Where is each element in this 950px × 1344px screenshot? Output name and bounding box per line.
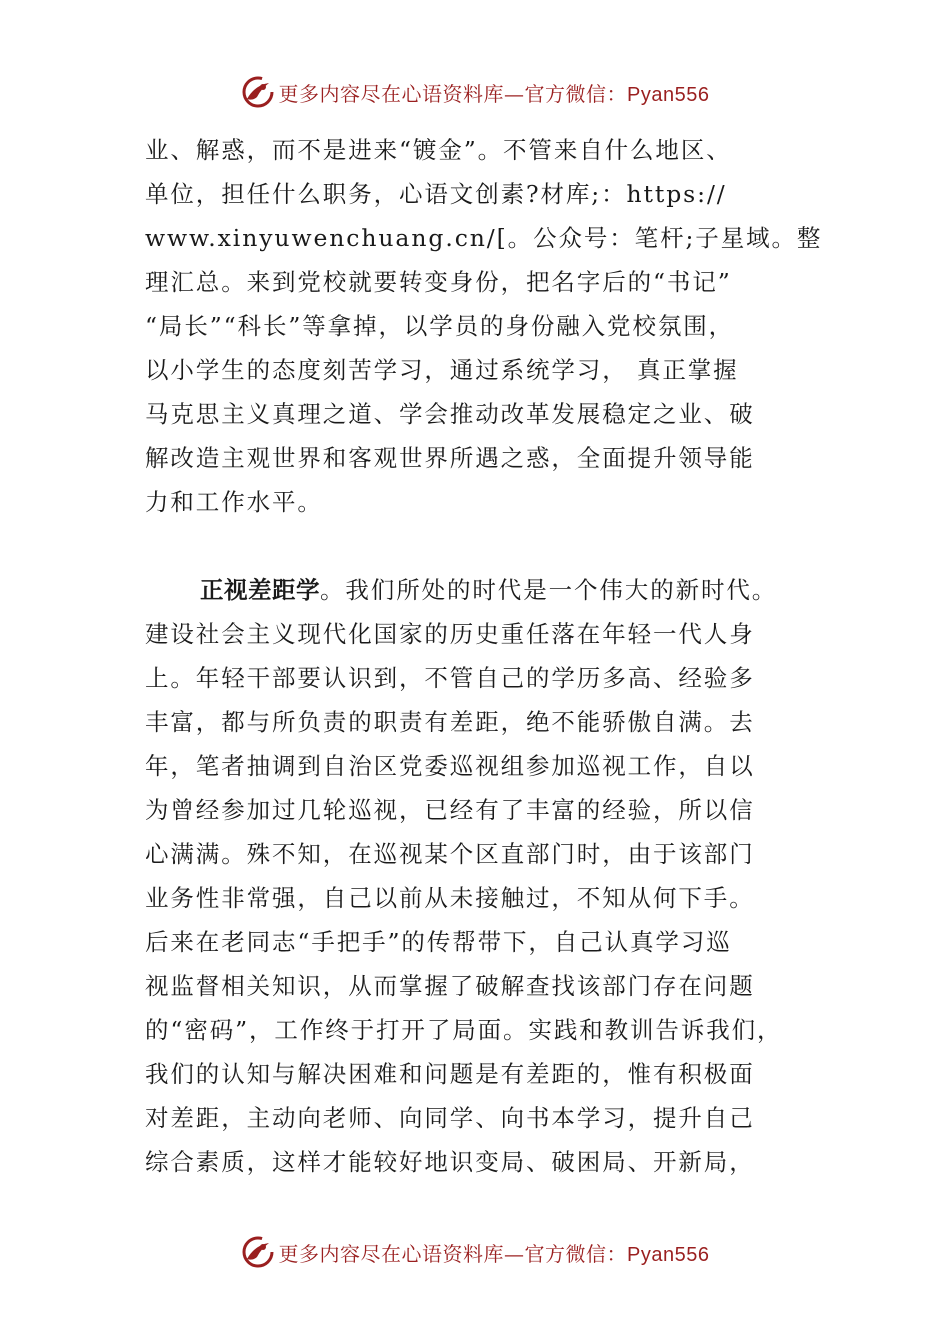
paragraph-2 <box>145 568 810 1184</box>
text-line: 上。年轻干部要认识到，不管自己的学历多高、经验多 <box>145 664 755 692</box>
text-line: 年，笔者抽调到自治区党委巡视组参加巡视工作，自以 <box>145 752 755 780</box>
text-line: 我们的认知与解决困难和问题是有差距的，惟有积极面 <box>145 1060 755 1088</box>
banner-text: 更多内容尽在心语资料库—官方微信：Pyan556 <box>278 81 710 106</box>
text-line: 以小学生的态度刻苦学习，通过系统学习， 真正掌握 <box>145 356 739 384</box>
section-heading: 正视差距学 <box>200 576 320 604</box>
text-line: 对差距，主动向老师、向同学、向书本学习，提升自己 <box>145 1104 755 1132</box>
text-line: 丰富，都与所负责的职责有差距，绝不能骄傲自满。去 <box>145 708 755 736</box>
header-banner <box>0 70 950 114</box>
footer-banner <box>0 1230 950 1274</box>
text-line: 的“密码”，工作终于打开了局面。实践和教训告诉我们， <box>145 1016 783 1044</box>
text-line: 解改造主观世界和客观世界所遇之惑，全面提升领导能 <box>145 444 755 472</box>
text-line: 视监督相关知识，从而掌握了破解查找该部门存在问题 <box>145 972 755 1000</box>
text-line: 为曾经参加过几轮巡视，已经有了丰富的经验，所以信 <box>145 796 755 824</box>
text-line: “局长”“科长”等拿掉，以学员的身份融入党校氛围， <box>145 312 735 340</box>
text-line: 理汇总。来到党校就要转变身份，把名字后的“书记” <box>145 268 732 296</box>
text-line: www.xinyuwenchuang.cn/[。公众号：笔杆;子星域。整 <box>145 224 823 252</box>
text-line: 力和工作水平。 <box>145 488 323 516</box>
banner-text: 更多内容尽在心语资料库—官方微信：Pyan556 <box>278 1241 710 1266</box>
text-line: 综合素质，这样才能较好地识变局、破困局、开新局， <box>145 1148 755 1176</box>
paragraph-1 <box>145 128 823 524</box>
text-line: 业、解惑，而不是进来“镀金”。不管来自什么地区、 <box>145 136 732 164</box>
text-line: 单位，担任什么职务，心语文创素?材库;：https:// <box>145 180 727 208</box>
text-line: 后来在老同志“手把手”的传帮带下，自己认真学习巡 <box>145 928 732 956</box>
brush-logo-icon <box>241 1235 275 1269</box>
text-line-first: 正视差距学。我们所处的时代是一个伟大的新时代。 <box>200 576 778 604</box>
text-line: 建设社会主义现代化国家的历史重任落在年轻一代人身 <box>145 620 755 648</box>
brush-logo-icon <box>241 75 275 109</box>
text-line: 心满满。殊不知，在巡视某个区直部门时，由于该部门 <box>145 840 755 868</box>
text-line: 马克思主义真理之道、学会推动改革发展稳定之业、破 <box>145 400 755 428</box>
text-line: 业务性非常强，自己以前从未接触过，不知从何下手。 <box>145 884 755 912</box>
